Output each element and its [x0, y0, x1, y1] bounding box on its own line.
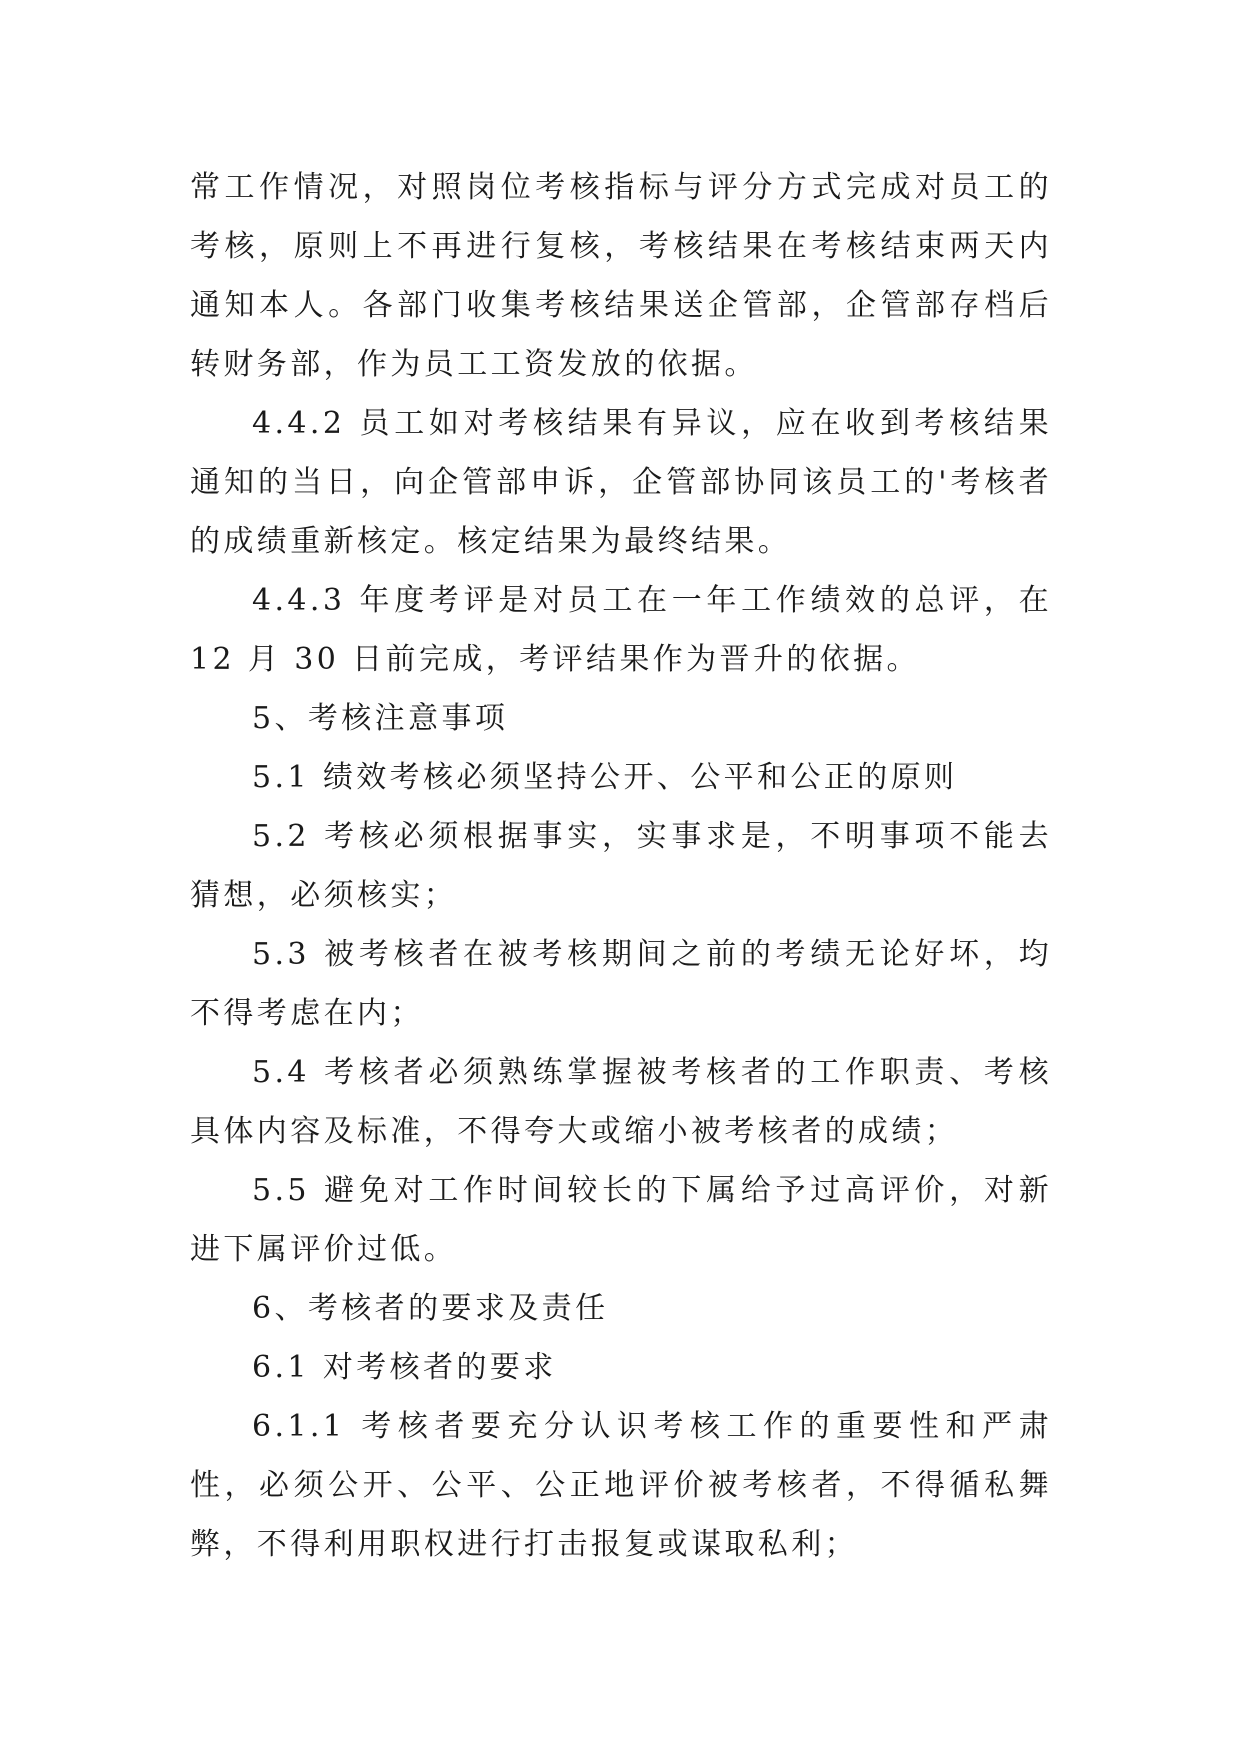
section-heading-5: 5、考核注意事项 [252, 701, 509, 736]
subsection-heading-6-1: 6.1 对考核者的要求 [252, 1350, 557, 1385]
paragraph-continuation: 常工作情况，对照岗位考核指标与评分方式完成对员工的考核，原则上不再进行复核，考核结果在考核结束两天内通知本人。各部门收集考核结果送企管部，企管部存档后转财务部，作为员工工资发放的依据。 [190, 170, 1052, 382]
paragraph-6-1-1: 6.1.1 考核者要充分认识考核工作的重要性和严肃性，必须公开、公平、公正地评价被考核者，不得循私舞弊，不得利用职权进行打击报复或谋取私利； [190, 1409, 1052, 1562]
section-heading-6: 6、考核者的要求及责任 [252, 1291, 609, 1326]
paragraph-5-2: 5.2 考核必须根据事实，实事求是，不明事项不能去猜想，必须核实； [190, 819, 1052, 913]
paragraph-5-4: 5.4 考核者必须熟练掌握被考核者的工作职责、考核具体内容及标准，不得夸大或缩小被考核者的成绩； [190, 1055, 1052, 1149]
paragraph-4-4-3: 4.4.3 年度考评是对员工在一年工作绩效的总评，在 12 月 30 日前完成，考评结果作为晋升的依据。 [190, 583, 1052, 677]
paragraph-5-1: 5.1 绩效考核必须坚持公开、公平和公正的原则 [252, 760, 958, 795]
document-body [190, 158, 1052, 1574]
paragraph-4-4-2: 4.4.2 员工如对考核结果有异议，应在收到考核结果通知的当日，向企管部申诉，企管部协同该员工的'考核者的成绩重新核定。核定结果为最终结果。 [190, 406, 1052, 559]
paragraph-5-5: 5.5 避免对工作时间较长的下属给予过高评价，对新进下属评价过低。 [190, 1173, 1052, 1267]
paragraph-5-3: 5.3 被考核者在被考核期间之前的考绩无论好坏，均不得考虑在内； [190, 937, 1052, 1031]
